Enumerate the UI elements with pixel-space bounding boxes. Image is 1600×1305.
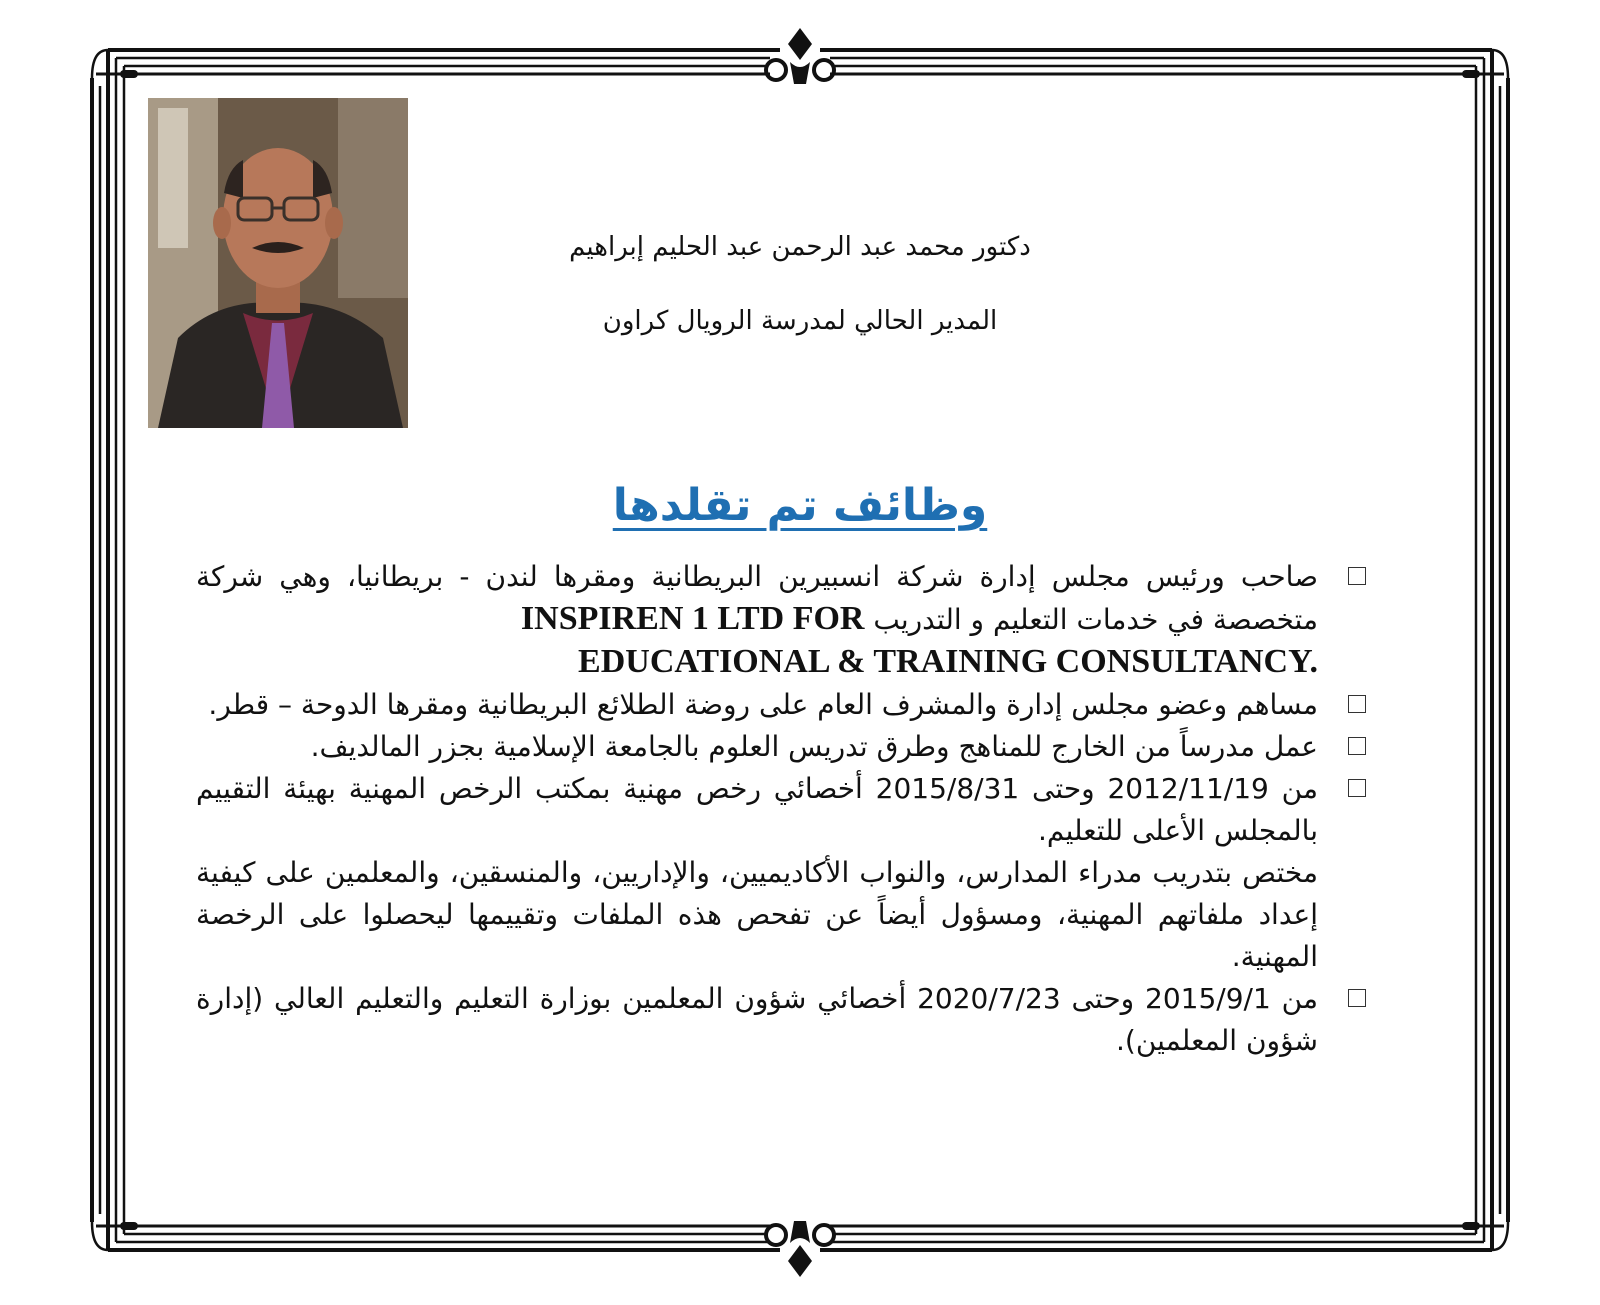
company-name-latin: INSPIREN 1 LTD FOR (520, 600, 865, 637)
item-description: مختص بتدريب مدراء المدارس، والنواب الأكاديميين، والإداريين، والمنسقين، والمعلمين على كيفية إعداد ملفاتهم المهنية، ومسؤول أيضاً عن تفحص هذه الملفات وتقييمها ليحصلوا على الرخصة المهنية. (196, 856, 1318, 973)
item-text: من 2012/11/19 وحتى 2015/8/31 أخصائي رخص مهنية بمكتب الرخص المهنية بهيئة التقييم بالمجلس الأعلى للتعليم. (196, 772, 1318, 847)
checkbox-bullet-icon (1348, 779, 1366, 797)
list-item (196, 684, 1366, 726)
person-position: المدير الحالي لمدرسة الرويال كراون (602, 306, 998, 336)
item-text: صاحب ورئيس مجلس إدارة شركة انسبيرين البريطانية ومقرها لندن - بريطانيا، وهي شركة متخصصة في خدمات التعليم و التدريب (196, 560, 1318, 636)
list-item (196, 556, 1366, 684)
item-text: عمل مدرساً من الخارج للمناهج وطرق تدريس العلوم بالجامعة الإسلامية بجزر المالديف. (310, 730, 1318, 763)
list-item (196, 978, 1366, 1062)
checkbox-bullet-icon (1348, 567, 1366, 585)
section-heading: وظائف تم تقلدها (612, 480, 988, 531)
item-text: من 2015/9/1 وحتى 2020/7/23 أخصائي شؤون المعلمين بوزارة التعليم والتعليم العالي (إدارة شؤون المعلمين). (196, 982, 1318, 1057)
person-name: دكتور محمد عبد الرحمن عبد الحليم إبراهيم (569, 232, 1031, 262)
positions-list (196, 556, 1366, 1062)
portrait-photo (148, 98, 408, 428)
list-item (196, 768, 1366, 852)
fleur-ornament-icon (766, 28, 834, 84)
list-item (196, 726, 1366, 768)
checkbox-bullet-icon (1348, 989, 1366, 1007)
company-name-latin-cont: EDUCATIONAL & TRAINING CONSULTANCY. (578, 643, 1318, 680)
item-text: مساهم وعضو مجلس إدارة والمشرف العام على روضة الطلائع البريطانية ومقرها الدوحة – قطر. (208, 688, 1318, 721)
checkbox-bullet-icon (1348, 695, 1366, 713)
checkbox-bullet-icon (1348, 737, 1366, 755)
